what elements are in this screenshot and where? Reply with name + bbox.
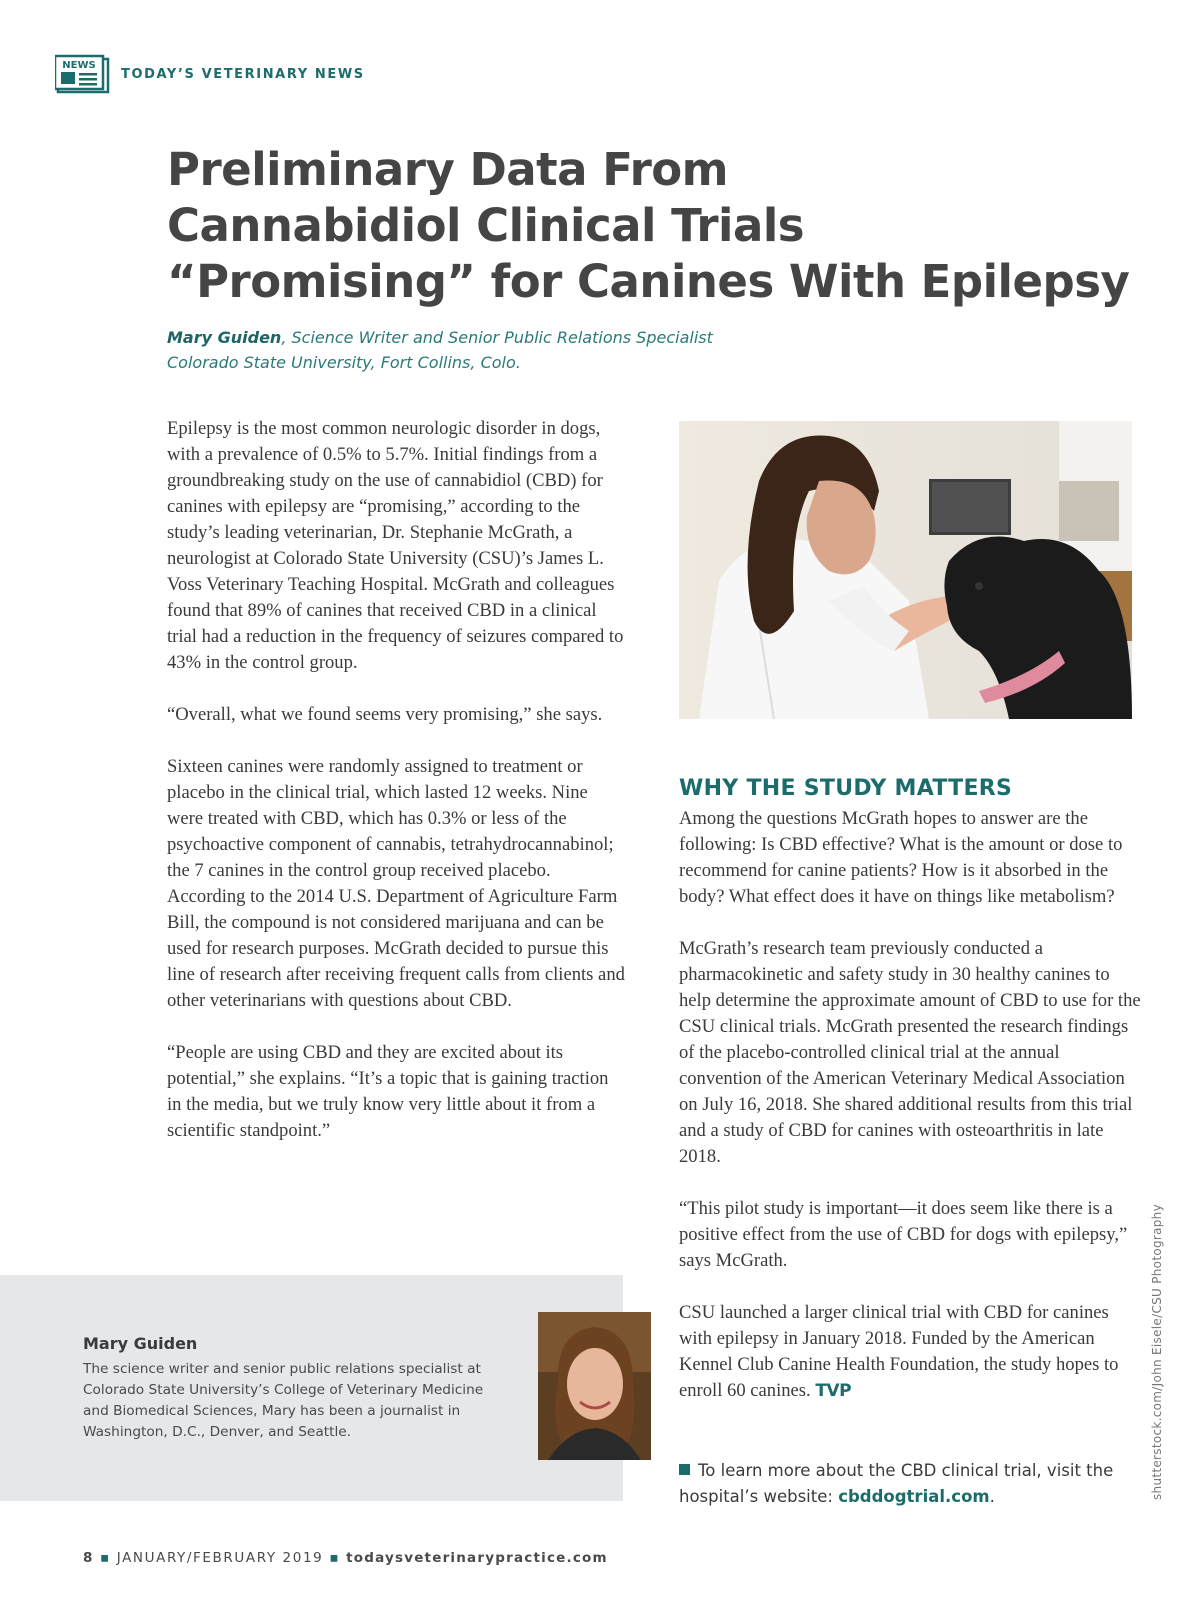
left-column xyxy=(167,416,625,1170)
title-line: Preliminary Data From xyxy=(167,143,729,196)
paragraph-final-text: CSU launched a larger clinical trial with CBD for canines with epilepsy in January 2018. Funded by the American Kennel Club Canine Health Foundation, the study hopes to enroll 60 canines. xyxy=(679,1302,1119,1401)
author-portrait xyxy=(538,1312,651,1460)
bio-name: Mary Guiden xyxy=(83,1334,198,1353)
paragraph: “Overall, what we found seems very promising,” she says. xyxy=(167,704,603,725)
paragraph: “This pilot study is important—it does seem like there is a positive effect from the use of CBD for dogs with epilepsy,” says McGrath. xyxy=(679,1198,1128,1271)
newspaper-icon xyxy=(55,54,111,94)
trial-website-link[interactable]: cbddogtrial.com xyxy=(838,1487,990,1506)
newspaper-icon-label: NEWS xyxy=(62,60,96,71)
section-subhead: WHY THE STUDY MATTERS xyxy=(679,776,1013,801)
photo-credit: shutterstock.com/John Eisele/CSU Photography xyxy=(1150,1204,1164,1500)
title-line: “Promising” for Canines With Epilepsy xyxy=(167,255,1130,308)
section-header xyxy=(55,54,365,94)
byline xyxy=(167,325,713,375)
paragraph: Sixteen canines were randomly assigned to treatment or placebo in the clinical trial, which lasted 12 weeks. Nine were treated with CBD, which has 0.3% or less of the psychoactive component of cannabis, tetrahydrocannabinol; the 7 canines in the control group received placebo. According to the 2014 U.S. Department of Agriculture Farm Bill, the compound is not considered marijuana and can be used for research purposes. McGrath decided to pursue this line of research after receiving frequent calls from clients and other veterinarians with questions about CBD. xyxy=(167,756,625,1011)
issue-date: JANUARY/FEBRUARY 2019 xyxy=(116,1550,324,1566)
square-bullet-icon xyxy=(679,1464,690,1475)
bio-text: The science writer and senior public relations specialist at Colorado State University’s College of Veterinary Medicine and Biomedical Sciences, Mary has been a journalist in Washington, D.C., Denver, and Seattle. xyxy=(83,1361,484,1440)
paragraph: “People are using CBD and they are excited about its potential,” she explains. “It’s a topic that is gaining traction in the media, but we truly know very little about it from a scientific standpoint.” xyxy=(167,1042,609,1141)
paragraph: McGrath’s research team previously conducted a pharmacokinetic and safety study in 30 healthy canines to help determine the approximate amount of CBD to use for the CSU clinical trials. McGrath presented the research findings of the placebo-controlled clinical trial at the annual convention of the American Veterinary Medical Association on July 16, 2018. She shared additional results from this trial and a study of CBD for canines with osteoarthritis in late 2018. xyxy=(679,938,1141,1167)
footer-separator: ▪ xyxy=(100,1550,111,1566)
learn-more-callout xyxy=(679,1458,1149,1510)
tvp-end-mark: TVP xyxy=(815,1381,852,1401)
footer-website[interactable]: todaysveterinarypractice.com xyxy=(346,1550,608,1566)
article-title xyxy=(167,142,1147,310)
footer-separator: ▪ xyxy=(329,1550,341,1566)
page-number: 8 xyxy=(83,1550,94,1566)
right-column xyxy=(679,806,1141,1430)
section-label: TODAY’S VETERINARY NEWS xyxy=(121,66,365,82)
learn-more-suffix: . xyxy=(989,1487,995,1506)
byline-author: Mary Guiden xyxy=(167,328,282,347)
page-footer xyxy=(83,1550,608,1566)
article-photo xyxy=(679,421,1132,719)
title-line: Cannabidiol Clinical Trials xyxy=(167,199,805,252)
learn-more-text: To learn more about the CBD clinical trial, visit the hospital’s website: xyxy=(679,1461,1114,1506)
byline-role: , Science Writer and Senior Public Relations Specialist xyxy=(281,328,713,347)
byline-affiliation: Colorado State University, Fort Collins, Colo. xyxy=(167,353,521,372)
paragraph: Epilepsy is the most common neurologic disorder in dogs, with a prevalence of 0.5% to 5.7%. Initial findings from a groundbreaking study on the use of cannabidiol (CBD) for canines with epilepsy are “promising,” according to the study’s leading veterinarian, Dr. Stephanie McGrath, a neurologist at Colorado State University (CSU)’s James L. Voss Veterinary Teaching Hospital. McGrath and colleagues found that 89% of canines that received CBD in a clinical trial had a reduction in the frequency of seizures compared to 43% in the control group. xyxy=(167,418,624,673)
paragraph: Among the questions McGrath hopes to answer are the following: Is CBD effective? What is the amount or dose to recommend for canine patients? How is it absorbed in the body? What effect does it have on things like metabolism? xyxy=(679,808,1123,907)
paragraph-final xyxy=(679,1300,1141,1404)
